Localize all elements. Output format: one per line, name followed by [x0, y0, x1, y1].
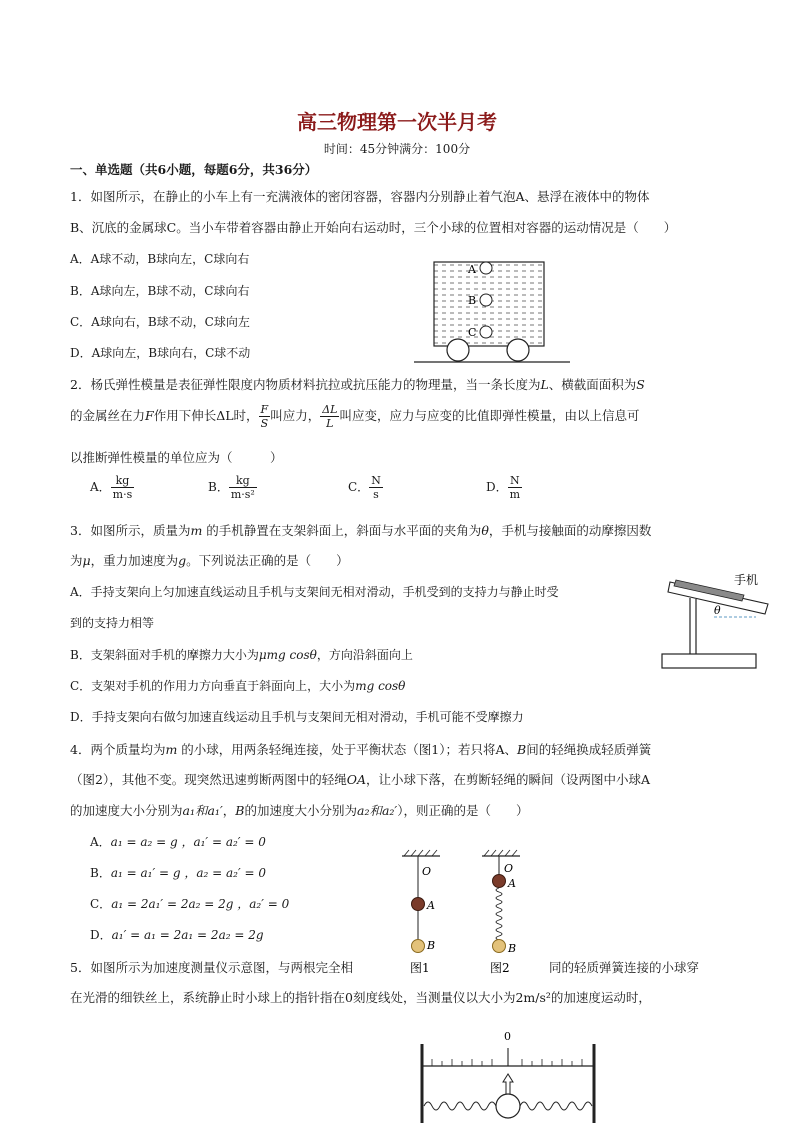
unit-fraction: [508, 474, 522, 501]
q3-text: 为: [70, 553, 83, 568]
section-heading: 一、单选题（共6小题，每题6分，共36分）: [70, 162, 318, 177]
fraction-numerator: N: [508, 474, 522, 488]
var-m: m: [165, 742, 178, 757]
ball-a-1: [412, 898, 425, 911]
q2-text: 叫应变，应力与应变的比值即弹性模量，由以上信息可: [339, 408, 640, 423]
fig1-caption: 图1: [410, 961, 430, 975]
fraction-denominator: L: [326, 417, 334, 430]
acceleration-value: 2m/s²: [515, 990, 551, 1005]
label-a-1: A: [427, 899, 435, 912]
q5-text: 在光滑的细铁丝上，系统静止时小球上的指针指在0刻度线处，当测量仪以大小为: [70, 990, 516, 1005]
label-a: A: [468, 263, 476, 276]
option-expression: a₁′ = a₁ = 2a₁ = 2a₂ = 2g: [111, 928, 264, 942]
q2-text: 、横截面面积为: [548, 377, 637, 392]
q1-stem-line1: 1．如图所示，在静止的小车上有一充满液体的密闭容器，容器内分别静止着气泡A、悬浮在液体中的物体: [70, 189, 650, 204]
q4-option-c: [90, 895, 289, 912]
label-o-1: O: [422, 865, 432, 878]
option-label: A．: [90, 480, 111, 494]
label-o-2: O: [504, 862, 514, 875]
q3-option-b: [70, 646, 413, 663]
label-a-2: A: [508, 877, 516, 890]
ceiling-hatch-1: [404, 850, 437, 856]
option-label: C．: [90, 897, 112, 911]
slider-ball: [496, 1094, 520, 1118]
scale-ticks: [432, 1048, 582, 1066]
q2-text: 作用下伸长ΔL时，: [153, 408, 259, 423]
q4-text: ，让小球下落，在剪断轻绳的瞬间（设两图中小球A: [366, 772, 651, 787]
ball-c: [480, 326, 492, 338]
ball-a-2: [493, 875, 506, 888]
spring-right: [520, 1102, 592, 1110]
fraction-numerator: ΔL: [322, 403, 338, 416]
q2-option-c: [348, 474, 383, 501]
fig2-caption: 图2: [490, 961, 510, 975]
option-label: A．: [90, 835, 111, 849]
q1-stem-line2: B、沉底的金属球C。当小车带着容器由静止开始向右运动时，三个小球的位置相对容器的运动情况是（ ）: [70, 220, 677, 235]
ceiling-hatch-2: [484, 850, 517, 856]
q1-cart-figure: [410, 256, 580, 366]
q4-text: 4．两个质量均为: [70, 742, 166, 757]
phone-label: 手机: [734, 573, 759, 587]
q4-stem-line1: [70, 740, 651, 758]
q3-option-d: D．手持支架向右做匀加速直线运动且手机与支架间无相对滑动，手机可能不受摩擦力: [70, 710, 524, 724]
q2-text: 2．杨氏弹性模量是表征弹性限度内物质材料抗拉或抗压能力的物理量，当一条长度为: [70, 377, 541, 392]
option-label: B．: [90, 866, 111, 880]
option-label: D．: [486, 480, 508, 494]
q5-stem-line2: [70, 988, 651, 1006]
q5-text: 的加速度运动时，: [550, 990, 651, 1005]
accel-a2: a₂和a₂′: [357, 803, 398, 818]
q4-text: 间的轻绳换成轻质弹簧: [526, 742, 652, 757]
q4-text: （图2），其他不变。现突然迅速剪断两图中的轻绳: [70, 772, 347, 787]
option-expression: a₁ = a₁′ = g ，a₂ = a₂′ = 0: [110, 866, 267, 880]
friction-expression: μmg cosθ: [258, 648, 317, 662]
q1-option-c: C．A球向右，B球不动，C球向左: [70, 315, 250, 329]
var-oa: OA: [346, 772, 366, 787]
q2-text: 叫应力，: [270, 408, 321, 423]
q2-text: 的金属丝在力: [70, 408, 146, 423]
stress-fraction: [259, 403, 271, 430]
strain-fraction: [320, 403, 339, 430]
q3-text: ，手机与接触面的动摩擦因数: [488, 523, 652, 538]
q3-stem-line1: [70, 521, 651, 539]
q1-option-a: A．A球不动，B球向左，C球向右: [70, 252, 250, 266]
fraction-numerator: kg: [111, 474, 135, 488]
var-b: B: [517, 742, 527, 757]
fraction-denominator: m·s: [112, 488, 133, 501]
q2-stem-line3: 以推断弹性模量的单位应为（ ）: [70, 450, 283, 465]
angle-label: θ: [714, 604, 721, 617]
q3-text: ，方向沿斜面向上: [316, 648, 413, 662]
pointer-arrow: [503, 1074, 513, 1094]
wheel-right: [507, 339, 529, 361]
q4-text: 的小球，用两条轻绳连接，处于平衡状态（图1）；若只将A、: [177, 742, 518, 757]
fraction-denominator: m: [509, 488, 521, 501]
option-expression: a₁ = 2a₁′ = 2a₂ = 2g ，a₂′ = 0: [111, 897, 290, 911]
spring-left: [424, 1102, 496, 1110]
bubble-a: [480, 262, 492, 274]
q3-text: 3．如图所示，质量为: [70, 523, 191, 538]
label-b-2: B: [508, 942, 517, 955]
ball-b-2: [493, 940, 506, 953]
q2-stem-line2: [70, 403, 639, 430]
fraction-denominator: S: [260, 417, 269, 430]
q3-option-c: [70, 677, 405, 694]
ball-b-1: [412, 940, 425, 953]
option-label: D．: [90, 928, 112, 942]
q3-text: ，重力加速度为: [90, 553, 179, 568]
accel-a1: a₁和a₁′: [182, 803, 223, 818]
q4-option-b: [90, 864, 266, 881]
q4-figure: [386, 846, 546, 980]
q3-option-a-line2: 到的支持力相等: [70, 616, 155, 630]
q5-stem-line1b: 同的轻质弹簧连接的小球穿: [549, 960, 700, 975]
option-label: B．: [208, 480, 229, 494]
object-b: [480, 294, 492, 306]
option-expression: a₁ = a₂ = g ，a₁′ = a₂′ = 0: [110, 835, 266, 849]
unit-fraction: [229, 474, 257, 501]
label-c: C: [468, 326, 477, 339]
q3-text: 。下列说法正确的是（ ）: [186, 553, 349, 568]
unit-fraction: [111, 474, 135, 501]
stand-base: [662, 654, 756, 668]
q4-stem-line3: [70, 801, 529, 819]
q3-stem-line2: [70, 551, 349, 569]
var-l: L: [540, 377, 549, 392]
force-expression: mg cosθ: [355, 679, 406, 693]
exam-info: 时间：45分钟满分：100分: [323, 142, 471, 156]
q4-text: 的加速度大小分别为: [244, 803, 357, 818]
q2-option-d: [486, 474, 522, 501]
q4-stem-line2: [70, 770, 650, 788]
q3-option-a-line1: A．手持支架向上匀加速直线运动且手机与支架间无相对滑动，手机受到的支持力与静止时受: [70, 585, 559, 599]
var-f: F: [145, 408, 154, 423]
fraction-denominator: s: [373, 488, 379, 501]
label-b-1: B: [427, 939, 436, 952]
q4-text: 的加速度大小分别为: [70, 803, 183, 818]
q5-stem-line1a: 5．如图所示为加速度测量仪示意图，与两根完全相: [70, 960, 353, 975]
q4-option-d: [90, 926, 264, 943]
q3-phone-stand-figure: [650, 568, 774, 674]
var-m: m: [190, 523, 203, 538]
q4-text: ，: [222, 803, 236, 818]
zero-label: 0: [504, 1030, 511, 1043]
wheel-left: [447, 339, 469, 361]
fraction-denominator: m·s²: [230, 488, 255, 501]
fraction-numerator: kg: [229, 474, 257, 488]
q3-text: C．支架对手机的作用力方向垂直于斜面向上，大小为: [70, 679, 356, 693]
var-theta: θ: [481, 523, 489, 538]
var-b: B: [235, 803, 245, 818]
var-g: g: [178, 553, 187, 568]
q3-text: 的手机静置在支架斜面上，斜面与水平面的夹角为: [202, 523, 482, 538]
q3-text: B．支架斜面对手机的摩擦力大小为: [70, 648, 259, 662]
var-s: S: [636, 377, 645, 392]
fraction-numerator: N: [371, 474, 381, 487]
q2-stem-line1: [70, 375, 645, 393]
fraction-numerator: F: [260, 403, 269, 416]
q1-option-b: B．A球向左，B球不动，C球向右: [70, 284, 250, 298]
q2-option-b: [208, 474, 257, 501]
var-mu: μ: [82, 553, 91, 568]
unit-fraction: [369, 474, 383, 501]
q1-option-d: D．A球向左，B球向右，C球不动: [70, 346, 251, 360]
q2-option-a: [90, 474, 134, 501]
page-title: 高三物理第一次半月考: [297, 110, 497, 134]
q4-option-a: [90, 833, 266, 850]
label-b: B: [468, 294, 477, 307]
q4-text: ），则正确的是（ ）: [397, 803, 529, 818]
option-label: C．: [348, 480, 370, 494]
q5-accelerometer-figure: [412, 1026, 602, 1123]
